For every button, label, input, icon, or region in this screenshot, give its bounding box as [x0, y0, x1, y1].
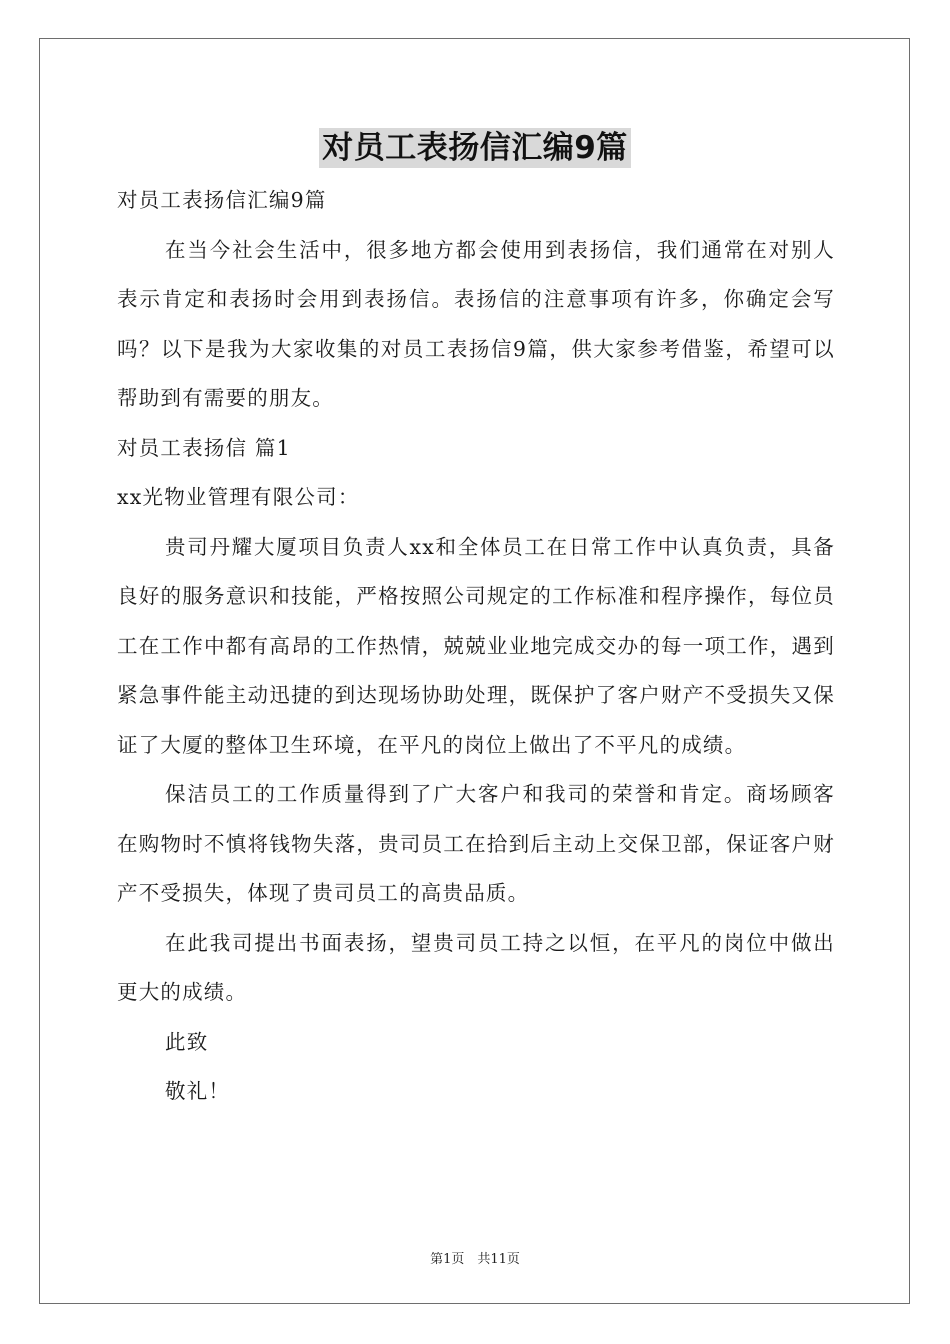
letter-recipient: xx光物业管理有限公司： — [117, 485, 360, 509]
intro-paragraph: 在当今社会生活中，很多地方都会使用到表扬信，我们通常在对别人表示肯定和表扬时会用到表扬信。表扬信的注意事项有许多，你确定会写吗？以下是我为大家收集的对员工表扬信9篇，供大家参考借鉴，希望可以帮助到有需要的朋友。 — [117, 237, 835, 410]
page-footer: 第1页 共11页 — [430, 1252, 520, 1267]
closing-regards: 敬礼！ — [165, 1079, 231, 1103]
title-container — [0, 128, 950, 168]
closing-salutation: 此致 — [165, 1029, 209, 1054]
body-paragraph-2: 保洁员工的工作质量得到了广大客户和我司的荣誉和肯定。商场顾客在购物时不慎将钱物失落，贵司员工在拾到后主动上交保卫部，保证客户财产不受损失，体现了贵司员工的高贵品质。 — [117, 782, 835, 905]
body-paragraph-3: 在此我司提出书面表扬，望贵司员工持之以恒，在平凡的岗位中做出更大的成绩。 — [117, 930, 835, 1004]
body-paragraph-1: 贵司丹耀大厦项目负责人xx和全体员工在日常工作中认真负责，具备良好的服务意识和技能，严格按照公司规定的工作标准和程序操作，每位员工在工作中都有高昂的工作热情，兢兢业业地完成交办的每一项工作，遇到紧急事件能主动迅捷的到达现场协助处理，既保护了客户财产不受损失又保证了大厦的整体卫生环境，在平凡的岗位上做出了不平凡的成绩。 — [117, 534, 835, 757]
document-title: 对员工表扬信汇编9篇 — [319, 128, 631, 168]
document-subtitle: 对员工表扬信汇编9篇 — [117, 188, 327, 212]
document-body — [117, 176, 835, 1117]
section-heading: 对员工表扬信 篇1 — [117, 435, 291, 460]
